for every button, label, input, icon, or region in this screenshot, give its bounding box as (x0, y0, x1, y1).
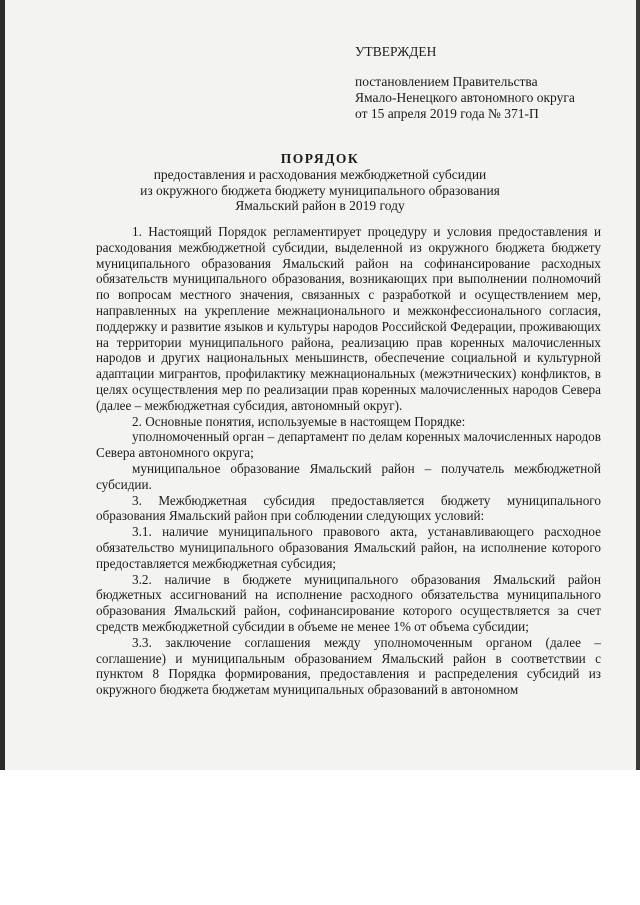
paragraph-2: 2. Основные понятия, используемые в настоящем Порядке: (132, 413, 466, 429)
approval-line-2: Ямало-Ненецкого автономного округа (355, 90, 575, 105)
title-line-3: Ямальский район в 2019 году (235, 198, 405, 213)
document-body (96, 224, 601, 698)
scan-right-edge (636, 0, 640, 770)
paragraph-3-1: 3.1. наличие муниципального правового акта, устанавливающего расходное обязательство муниципального образования Ямальский район, на исполнение которого предоставляется межбюджетная субсидия; (96, 524, 601, 571)
paragraph-2-definition-2: муниципальное образование Ямальский район – получатель межбюджетной субсидии. (96, 460, 601, 492)
document-title-block (0, 150, 640, 214)
paragraph-3-3: 3.3. заключение соглашения между уполномоченным органом (далее – соглашение) и муниципальным образованием Ямальский район в соответствии с пунктом 8 Порядка формирования, предоставления и распределения субсидий из окружного бюджета бюджетам муниципальных образований в автономном (96, 634, 601, 698)
approval-line-1: постановлением Правительства (355, 74, 538, 89)
approval-stamp: УТВЕРЖДЕН (355, 44, 437, 59)
paragraph-3-2: 3.2. наличие в бюджете муниципального образования Ямальский район бюджетных ассигнований на исполнение расходного обязательства муниципального образования Ямальский район, софинансирование которого осуществляется за счет средств межбюджетной субсидии в объеме не менее 1% от объема субсидии; (96, 571, 601, 634)
title-line-2: из окружного бюджета бюджету муниципального образования (140, 182, 500, 198)
title-line-1: предоставления и расходования межбюджетной субсидии (153, 167, 487, 182)
scan-left-edge (0, 0, 5, 770)
document-heading: ПОРЯДОК (280, 151, 360, 166)
approval-block (355, 44, 575, 122)
paragraph-3: 3. Межбюджетная субсидия предоставляется бюджету муниципального образования Ямальский район при соблюдении следующих условий: (96, 492, 601, 524)
paragraph-1: 1. Настоящий Порядок регламентирует процедуру и условия предоставления и расходования межбюджетной субсидии, выделенной из окружного бюджета бюджету муниципального образования Ямальский район на софинансирование расходных обязательств муниципального образования, возникающих при выполнении полномочий по вопросам местного значения, связанных с разработкой и осуществлением мер, направленных на укрепление межнационального и межконфессионального согласия, поддержку и развитие языков и культуры народов Российской Федерации, проживающих на территории муниципального района, реализацию прав коренных малочисленных народов и других национальных меньшинств, обеспечение социальной и культурной адаптации мигрантов, профилактику межнациональных (межэтнических) конфликтов, в целях осуществления мер по реализации прав коренных малочисленных народов Севера (далее – межбюджетная субсидия, автономный округ). (96, 224, 601, 413)
paragraph-2-definition-1: уполномоченный орган – департамент по делам коренных малочисленных народов Севера автономного округа; (96, 429, 601, 461)
approval-line-3: от 15 апреля 2019 года № 371-П (355, 106, 539, 121)
